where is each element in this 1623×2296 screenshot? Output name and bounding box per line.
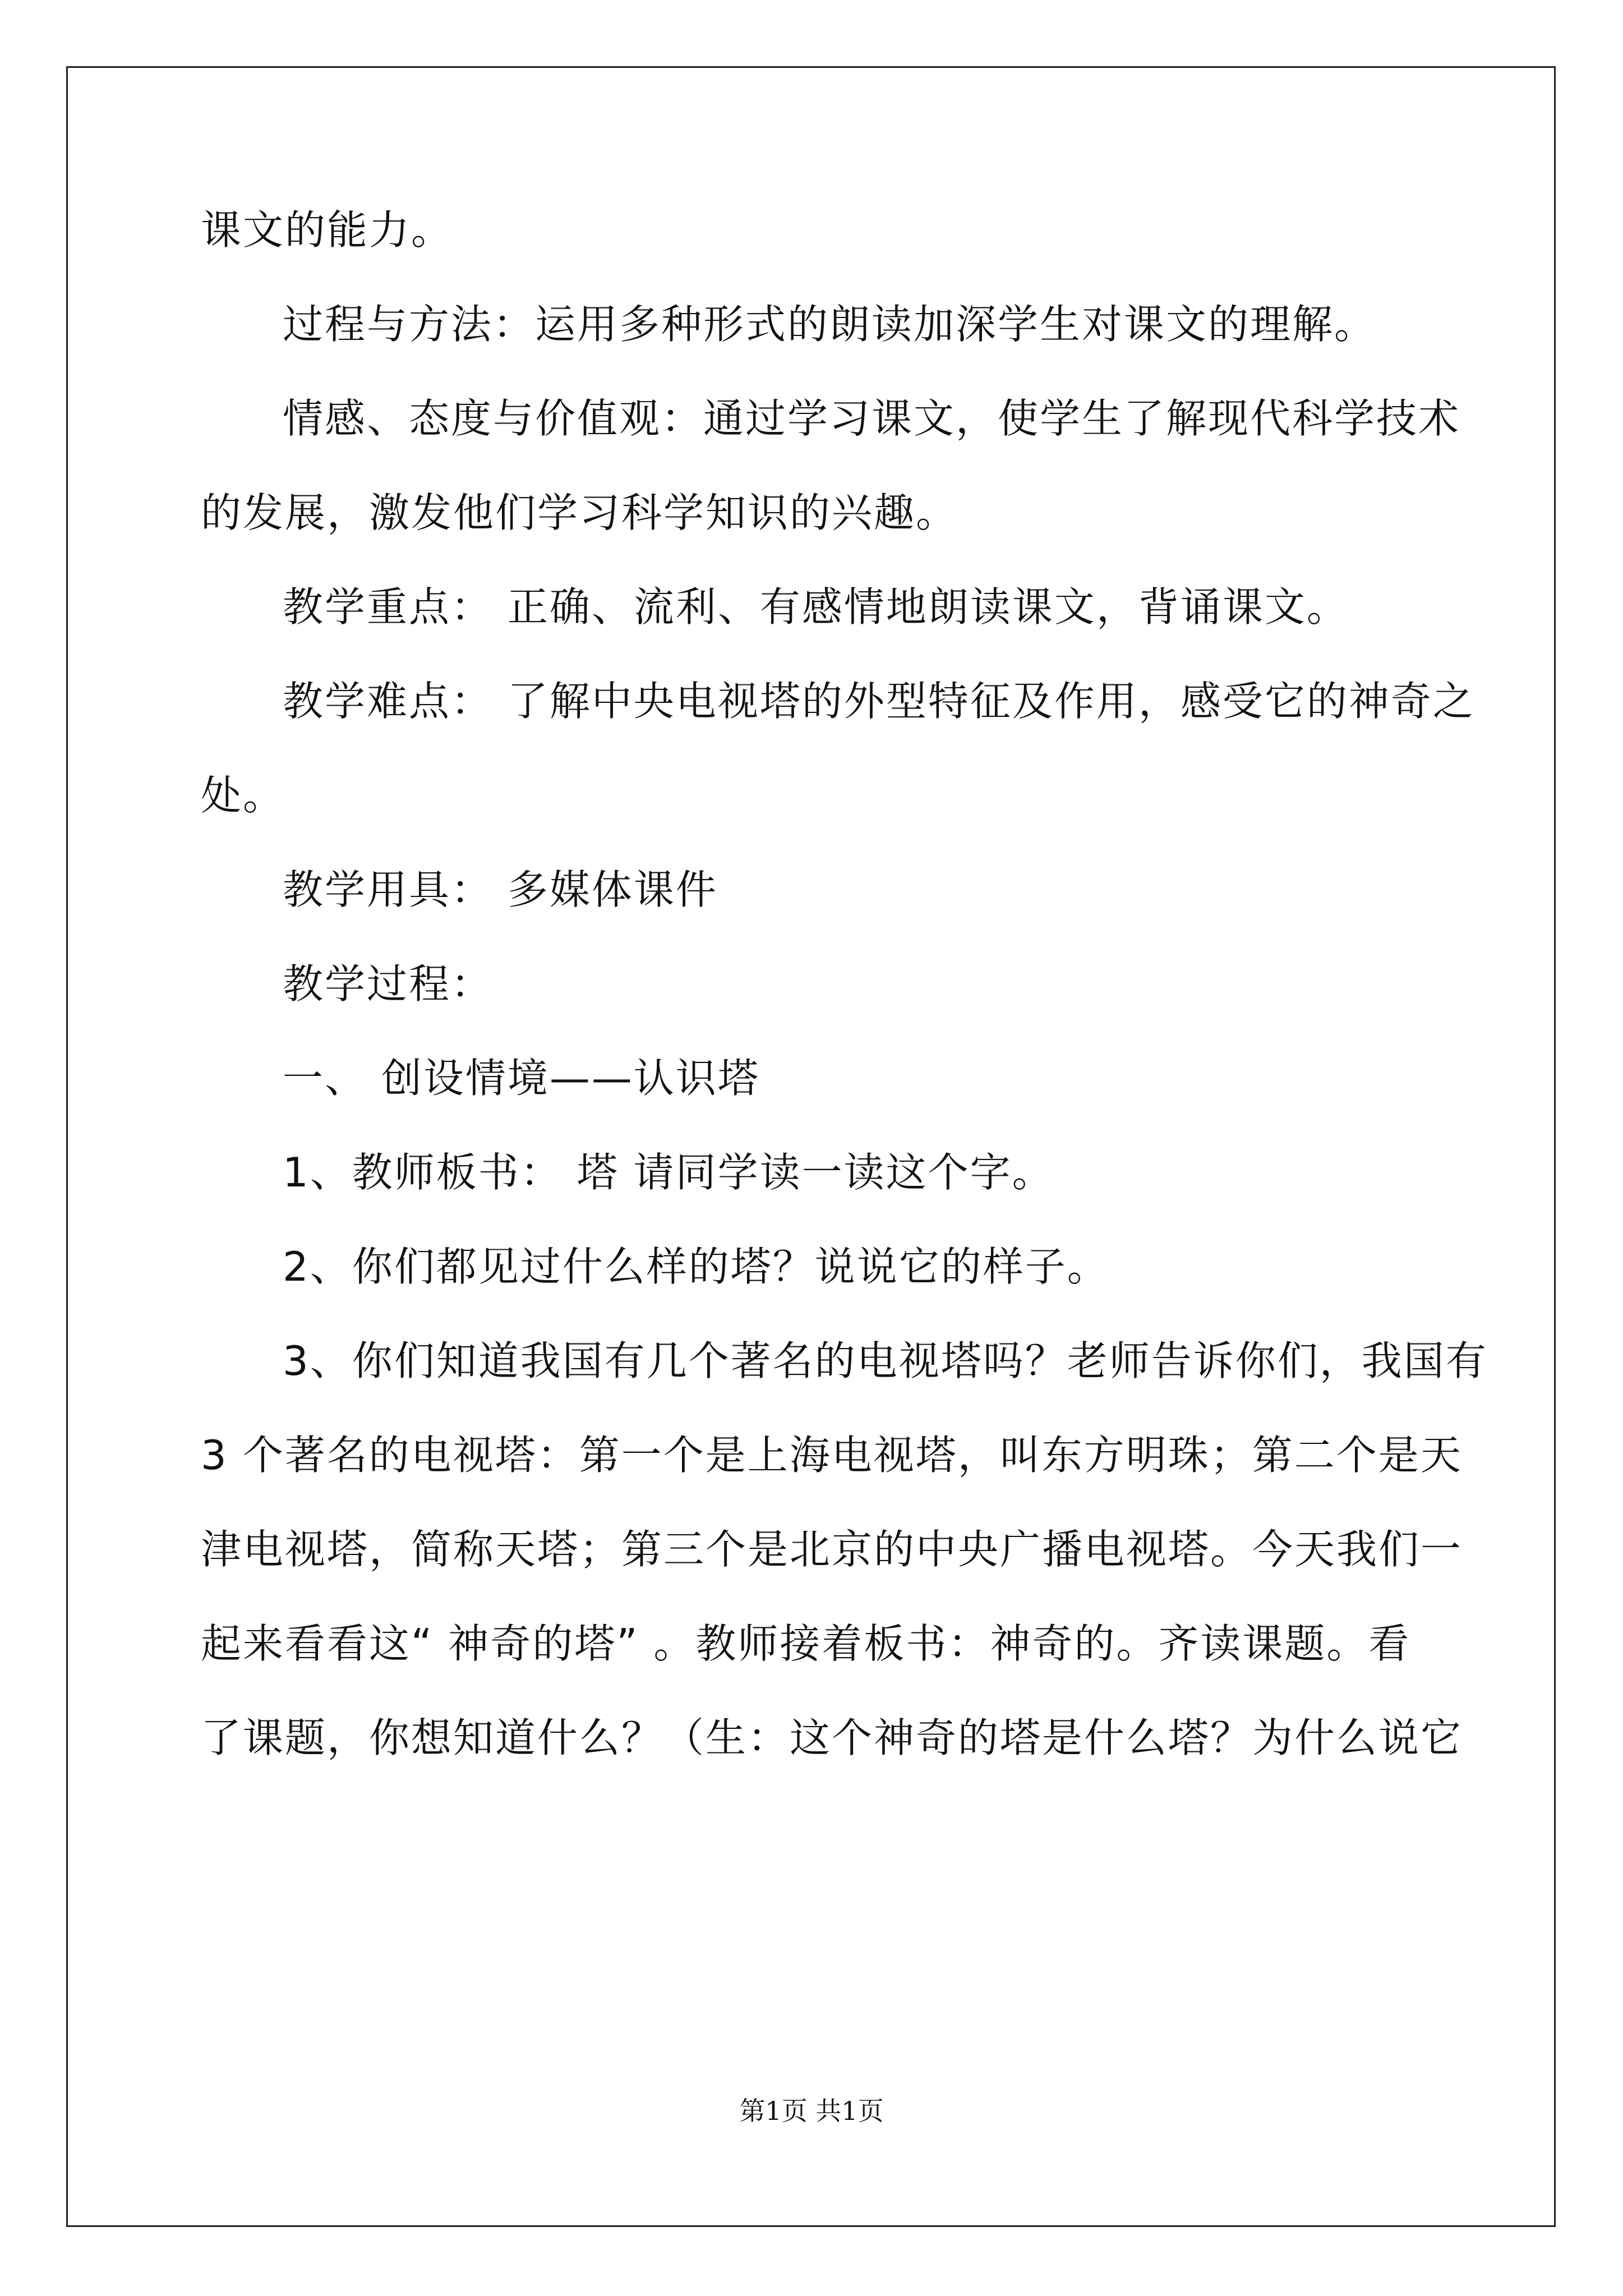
text-line: 3、你们知道我国有几个著名的电视塔吗？老师告诉你们，我国有	[283, 1337, 1488, 1384]
text-line: 一、 创设情境——认识塔	[283, 1055, 760, 1102]
text-line: 处。	[201, 772, 285, 819]
text-line: 教学用具： 多媒体课件	[283, 866, 718, 913]
page-number-footer: 第1页 共1页	[739, 2096, 884, 2126]
text-line: 2、你们都见过什么样的塔？说说它的样子。	[283, 1243, 1109, 1290]
text-line: 的发展，激发他们学习科学知识的兴趣。	[201, 489, 958, 536]
text-line: 起来看看这“ 神奇的塔” 。教师接着板书：神奇的。齐读课题。看	[201, 1620, 1411, 1667]
text-line: 情感、态度与价值观：通过学习课文，使学生了解现代科学技术	[283, 395, 1461, 442]
text-line: 津电视塔，简称天塔；第三个是北京的中央广播电视塔。今天我们一	[201, 1526, 1463, 1573]
text-line: 教学重点： 正确、流利、有感情地朗读课文，背诵课文。	[283, 583, 1349, 631]
text-line: 教学过程：	[283, 960, 494, 1007]
text-line: 3 个著名的电视塔：第一个是上海电视塔，叫东方明珠；第二个是天	[201, 1432, 1463, 1479]
text-line: 课文的能力。	[201, 206, 454, 254]
text-line: 1、教师板书： 塔 请同学读一读这个字。	[283, 1149, 1054, 1196]
text-line: 了课题，你想知道什么？（生：这个神奇的塔是什么塔？为什么说它	[201, 1714, 1463, 1761]
text-line: 过程与方法：运用多种形式的朗读加深学生对课文的理解。	[283, 301, 1377, 348]
text-line: 教学难点： 了解中央电视塔的外型特征及作用，感受它的神奇之	[283, 678, 1475, 725]
